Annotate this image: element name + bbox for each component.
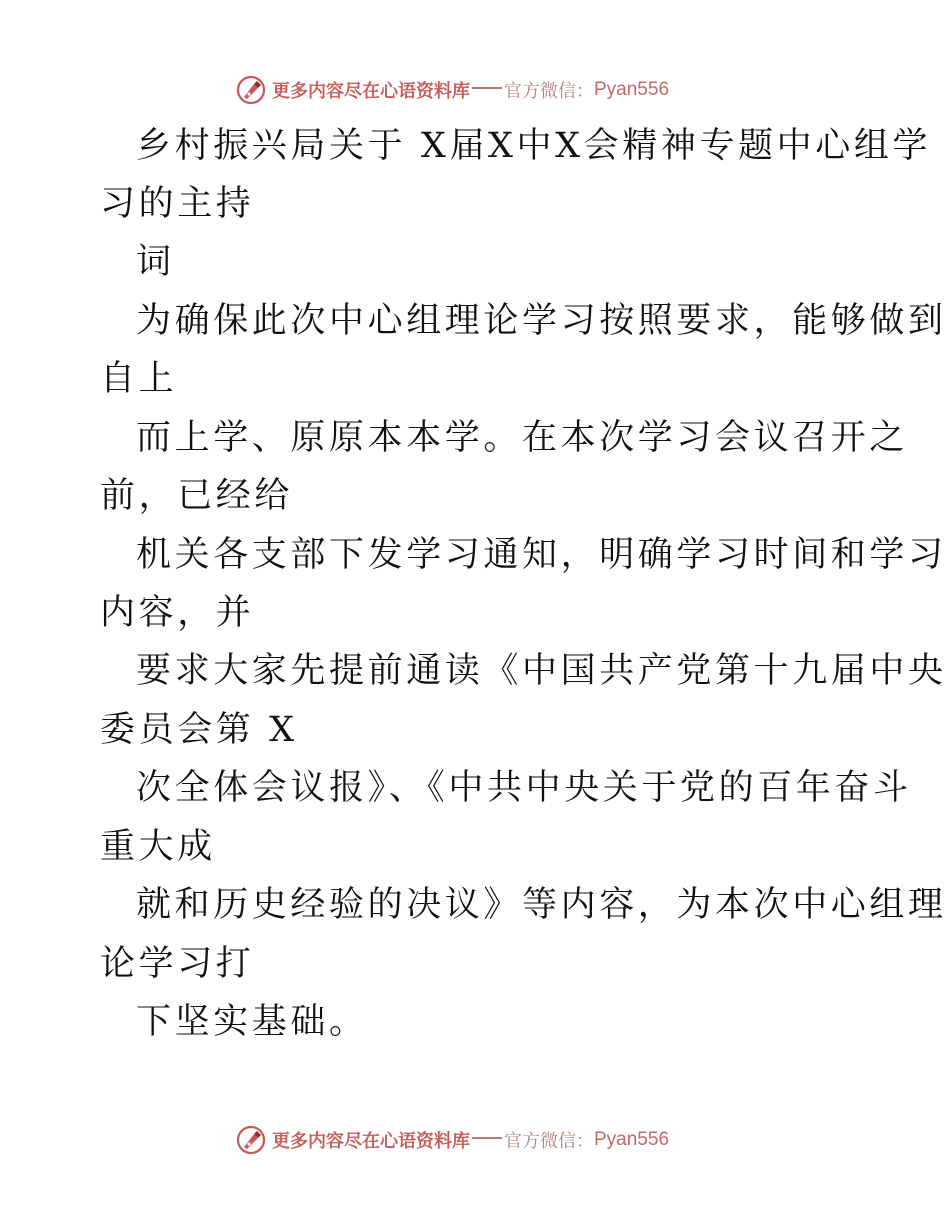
text-line: 而上学、原原本本学。在本次学习会议召开之 <box>136 418 909 458</box>
text-line: 内容，并 <box>100 593 255 633</box>
text-line: 乡村振兴局关于 X届X中X会精神专题中心组学 <box>136 126 932 166</box>
watermark-label: 官方微信： <box>504 1131 594 1152</box>
text-line: 习的主持 <box>100 184 255 224</box>
text-line: 论学习打 <box>100 944 255 984</box>
footer-watermark <box>236 1123 669 1157</box>
pen-nib-logo-icon <box>236 1125 266 1155</box>
text-line: 要求大家先提前通读《中国共产党第十九届中央 <box>136 651 947 691</box>
watermark-brand: 更多内容尽在心语资料库 <box>272 1131 470 1152</box>
text-line: 词 <box>136 242 175 282</box>
watermark-dash <box>472 1137 502 1139</box>
text-line: 下坚实基础。 <box>136 1002 368 1042</box>
text-line: 重大成 <box>100 827 216 867</box>
watermark-wechat-id: Pyan556 <box>594 1129 670 1150</box>
text-line: 前，已经给 <box>100 476 294 516</box>
watermark-brand: 更多内容尽在心语资料库 <box>272 81 470 102</box>
text-line: 次全体会议报》、《中共中央关于党的百年奋斗 <box>136 768 912 808</box>
text-line: 委员会第 X <box>100 710 298 750</box>
text-line: 为确保此次中心组理论学习按照要求，能够做到 <box>136 301 947 341</box>
watermark-label: 官方微信： <box>504 81 594 102</box>
text-line: 就和历史经验的决议》等内容，为本次中心组理 <box>136 885 947 925</box>
watermark-wechat-id: Pyan556 <box>594 79 670 100</box>
text-line: 自上 <box>100 359 178 399</box>
text-line: 机关各支部下发学习通知，明确学习时间和学习 <box>136 535 947 575</box>
